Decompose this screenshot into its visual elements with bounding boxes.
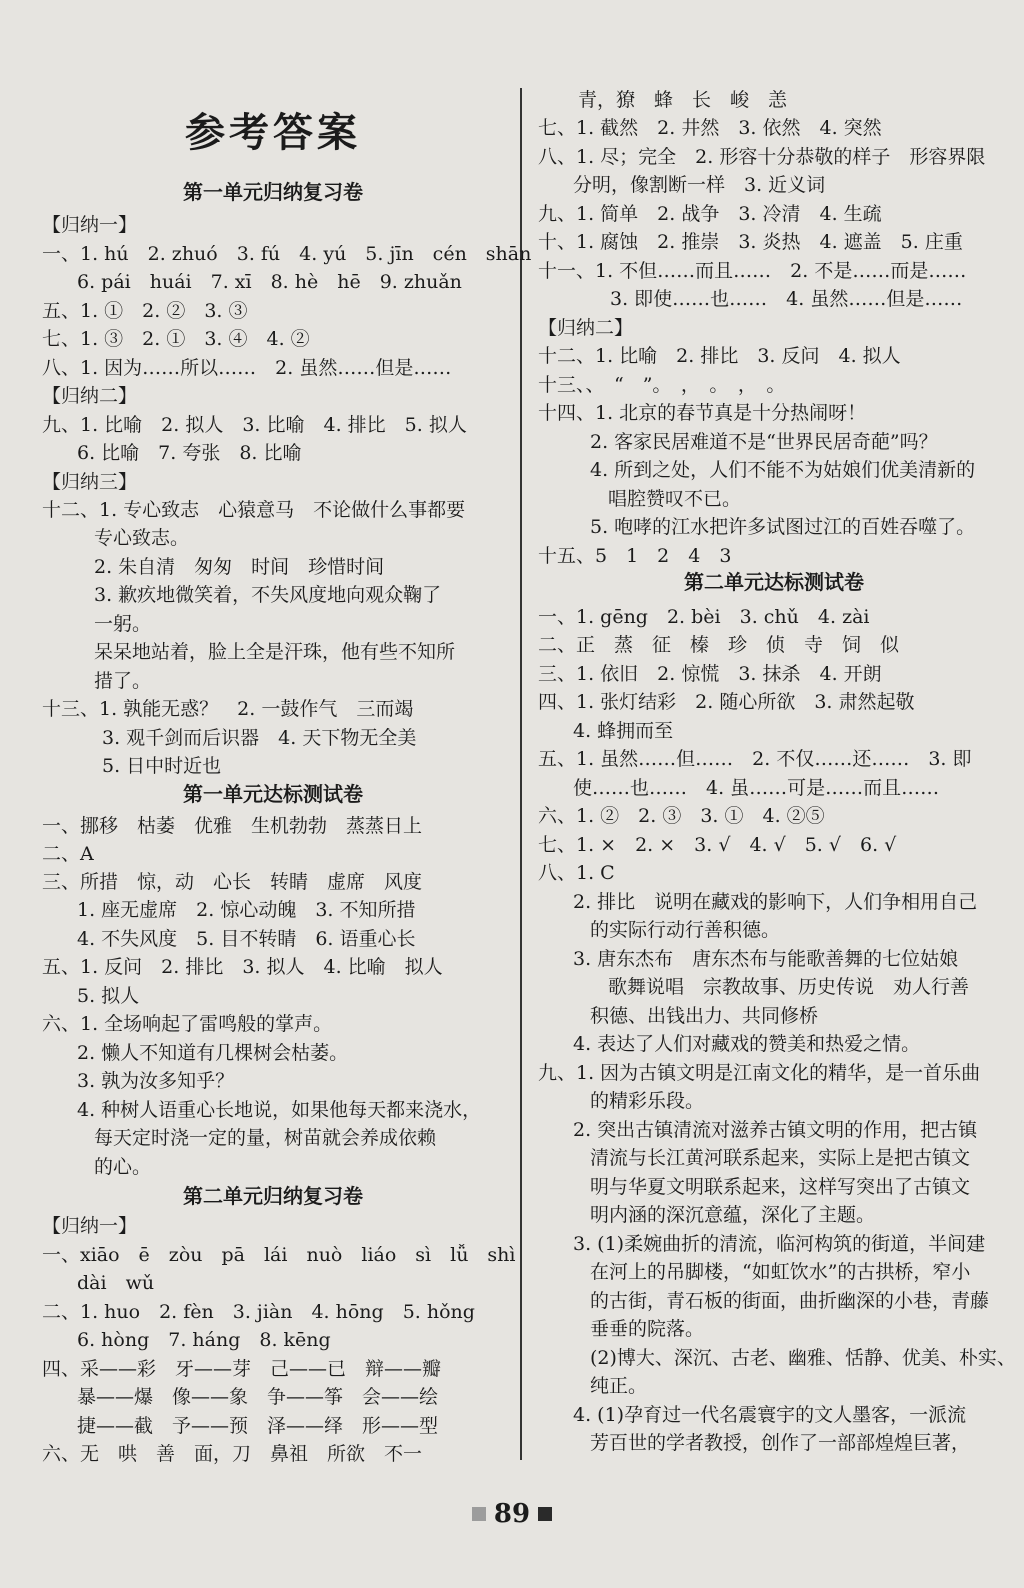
page-number: 89	[493, 1499, 531, 1529]
answer-line: 十五、5 1 2 4 3	[538, 545, 732, 567]
answer-line: 6. 比喻 7. 夸张 8. 比喻	[77, 442, 302, 464]
answer-line: 1. 座无虚席 2. 惊心动魄 3. 不知所措	[77, 899, 416, 921]
answer-line: 5. 咆哮的江水把许多试图过江的百姓吞噬了。	[590, 516, 976, 538]
answer-line: 明内涵的深沉意蕴，深化了主题。	[590, 1204, 876, 1226]
answer-line: 3. (1)柔婉曲折的清流，临河构筑的街道，半间建	[573, 1233, 986, 1255]
answer-line: 5. 日中时近也	[102, 755, 222, 777]
answer-line: 四、1. 张灯结彩 2. 随心所欲 3. 肃然起敬	[538, 691, 915, 713]
answer-line: 七、1. × 2. × 3. √ 4. √ 5. √ 6. √	[538, 834, 897, 856]
answer-line: 十三、、 “ ”。 ， 。 ， 。	[538, 374, 786, 396]
answer-line: 【归纳一】	[42, 1215, 138, 1237]
answer-line: 的精彩乐段。	[590, 1090, 705, 1112]
answer-line: 二、A	[42, 843, 94, 865]
answer-line: 2. 懒人不知道有几棵树会枯萎。	[77, 1042, 349, 1064]
answer-line: 纯正。	[590, 1375, 648, 1397]
page-footer	[0, 1496, 1024, 1532]
answer-line: 措了。	[94, 670, 152, 692]
answer-line: 八、1. 因为……所以…… 2. 虽然……但是……	[42, 357, 452, 379]
answer-line: 每天定时浇一定的量，树苗就会养成依赖	[94, 1127, 437, 1149]
answer-line: 垂垂的院落。	[590, 1318, 705, 1340]
answer-line: 的心。	[94, 1156, 152, 1178]
answer-line: 6. hòng 7. háng 8. kēng	[77, 1329, 331, 1351]
answer-line: 捷——截 予——预 泽——绎 形——型	[77, 1415, 439, 1437]
answer-line: 3. 歉疚地微笑着，不失风度地向观众鞠了	[94, 584, 442, 606]
answer-line: 分明，像割断一样 3. 近义词	[573, 174, 826, 196]
answer-line: 使……也…… 4. 虽……可是……而且……	[573, 777, 940, 799]
answer-line: 十一、1. 不但……而且…… 2. 不是……而是……	[538, 260, 967, 282]
answer-line: dài wǔ	[77, 1272, 155, 1294]
answer-line: 【归纳二】	[42, 385, 138, 407]
answer-line: 在河上的吊脚楼，“如虹饮水”的古拱桥，窄小	[590, 1261, 971, 1283]
answer-line: 八、1. 尽；完全 2. 形容十分恭敬的样子 形容界限	[538, 146, 986, 168]
answer-line: 一躬。	[94, 613, 152, 635]
answer-line: 呆呆地站着，脸上全是汗珠，他有些不知所	[94, 641, 456, 663]
answer-line: 五、1. ① 2. ② 3. ③	[42, 300, 248, 322]
answer-line: 九、1. 简单 2. 战争 3. 冷清 4. 生疏	[538, 203, 882, 225]
answer-line: 4. 表达了人们对藏戏的赞美和热爱之情。	[573, 1033, 921, 1055]
answer-line: 的古街，青石板的街面，曲折幽深的小巷，青藤	[590, 1290, 990, 1312]
answer-line: 十二、1. 专心致志 心猿意马 不论做什么事都要	[42, 499, 466, 521]
answer-line: 4. 不失风度 5. 目不转睛 6. 语重心长	[77, 928, 416, 950]
answer-line: 6. pái huái 7. xī 8. hè hē 9. zhuǎn	[77, 271, 462, 293]
answer-line: 2. 排比 说明在藏戏的影响下，人们争相用自己	[573, 891, 978, 913]
answer-line: 二、正 蒸 征 榛 珍 侦 寺 饲 似	[538, 634, 900, 656]
answer-line: 暴——爆 像——象 争——筝 会——绘	[77, 1386, 439, 1408]
answer-line: 九、1. 比喻 2. 拟人 3. 比喻 4. 排比 5. 拟人	[42, 414, 467, 436]
answer-line: 七、1. ③ 2. ① 3. ④ 4. ②	[42, 328, 310, 350]
answer-line: 2. 突出古镇清流对滋养古镇文明的作用，把古镇	[573, 1119, 978, 1141]
answer-line: 五、1. 反问 2. 排比 3. 拟人 4. 比喻 拟人	[42, 956, 443, 978]
answer-line: 唱腔赞叹不已。	[608, 488, 742, 510]
answer-line: 六、无 哄 善 面，刀 鼻祖 所欲 不一	[42, 1443, 423, 1465]
answer-line: 六、1. 全场响起了雷鸣般的掌声。	[42, 1013, 333, 1035]
answer-line: 一、挪移 枯萎 优雅 生机勃勃 蒸蒸日上	[42, 815, 423, 837]
section-heading: 第一单元归纳复习卷	[183, 180, 363, 204]
answer-line: 一、1. hú 2. zhuó 3. fú 4. yú 5. jīn cén shān	[42, 243, 532, 265]
answer-line: 四、采——彩 牙——芽 己——已 辩——瓣	[42, 1358, 442, 1380]
footer-square-icon	[472, 1507, 486, 1521]
answer-line: 一、1. gēng 2. bèi 3. chǔ 4. zài	[538, 606, 870, 628]
answer-line: 4. 种树人语重心长地说，如果他每天都来浇水，	[77, 1099, 482, 1121]
answer-line: 3. 孰为汝多知乎？	[77, 1070, 235, 1092]
answer-line: 2. 朱自清 匆匆 时间 珍惜时间	[94, 556, 385, 578]
answer-line: 三、1. 依旧 2. 惊慌 3. 抹杀 4. 开朗	[538, 663, 882, 685]
answer-line: 明与华夏文明联系起来，这样写突出了古镇文	[590, 1176, 971, 1198]
answer-line: 5. 拟人	[77, 985, 140, 1007]
answer-line: 十四、1. 北京的春节真是十分热闹呀！	[538, 402, 867, 424]
answer-line: 歌舞说唱 宗教故事、历史传说 劝人行善	[608, 976, 970, 998]
answer-line: (2)博大、深沉、古老、幽雅、恬静、优美、朴实、	[590, 1347, 1016, 1369]
section-heading: 第一单元达标测试卷	[183, 782, 363, 806]
answer-line: 4. (1)孕育过一代名震寰宇的文人墨客，一派流	[573, 1404, 967, 1426]
answer-line: 十、1. 腐蚀 2. 推崇 3. 炎热 4. 遮盖 5. 庄重	[538, 231, 963, 253]
column-divider	[520, 88, 522, 1460]
answer-line: 十二、1. 比喻 2. 排比 3. 反问 4. 拟人	[538, 345, 901, 367]
answer-line: 积德、出钱出力、共同修桥	[590, 1005, 819, 1027]
answer-line: 六、1. ② 2. ③ 3. ① 4. ②⑤	[538, 805, 825, 827]
answer-line: 【归纳一】	[42, 214, 138, 236]
answer-line: 专心致志。	[94, 527, 190, 549]
answer-line: 青，獠 蜂 长 峻 恙	[578, 89, 788, 111]
section-heading: 第二单元达标测试卷	[684, 570, 864, 594]
answer-line: 【归纳二】	[538, 317, 634, 339]
answer-line: 二、1. huo 2. fèn 3. jiàn 4. hōng 5. hǒng	[42, 1301, 475, 1323]
answer-line: 三、所措 惊，动 心长 转睛 虚席 风度	[42, 871, 423, 893]
answer-line: 九、1. 因为古镇文明是江南文化的精华，是一首乐曲	[538, 1062, 981, 1084]
answer-line: 十三、1. 孰能无惑？ 2. 一鼓作气 三而竭	[42, 698, 414, 720]
answer-line: 五、1. 虽然……但…… 2. 不仅……还…… 3. 即	[538, 748, 972, 770]
answer-line: 一、xiāo ē zòu pā lái nuò liáo sì lǚ shì	[42, 1244, 516, 1266]
answer-line: 2. 客家民居难道不是“世界民居奇葩”吗？	[590, 431, 938, 453]
page-title: 参考答案	[185, 109, 361, 156]
answer-line: 八、1. C	[538, 862, 615, 884]
answer-line: 3. 观千剑而后识器 4. 天下物无全美	[102, 727, 417, 749]
answer-line: 芳百世的学者教授，创作了一部部煌煌巨著，	[590, 1432, 971, 1454]
answer-line: 3. 唐东杰布 唐东杰布与能歌善舞的七位姑娘	[573, 948, 959, 970]
answer-line: 【归纳三】	[42, 471, 138, 493]
answer-line: 七、1. 截然 2. 井然 3. 依然 4. 突然	[538, 117, 882, 139]
answer-line: 4. 所到之处，人们不能不为姑娘们优美清新的	[590, 459, 976, 481]
answer-line: 清流与长江黄河联系起来，实际上是把古镇文	[590, 1147, 971, 1169]
answer-line: 4. 蜂拥而至	[573, 720, 674, 742]
answer-line: 3. 即使……也…… 4. 虽然……但是……	[610, 288, 963, 310]
footer-square-icon	[538, 1507, 552, 1521]
section-heading: 第二单元归纳复习卷	[183, 1184, 363, 1208]
answer-line: 的实际行动行善积德。	[590, 919, 781, 941]
